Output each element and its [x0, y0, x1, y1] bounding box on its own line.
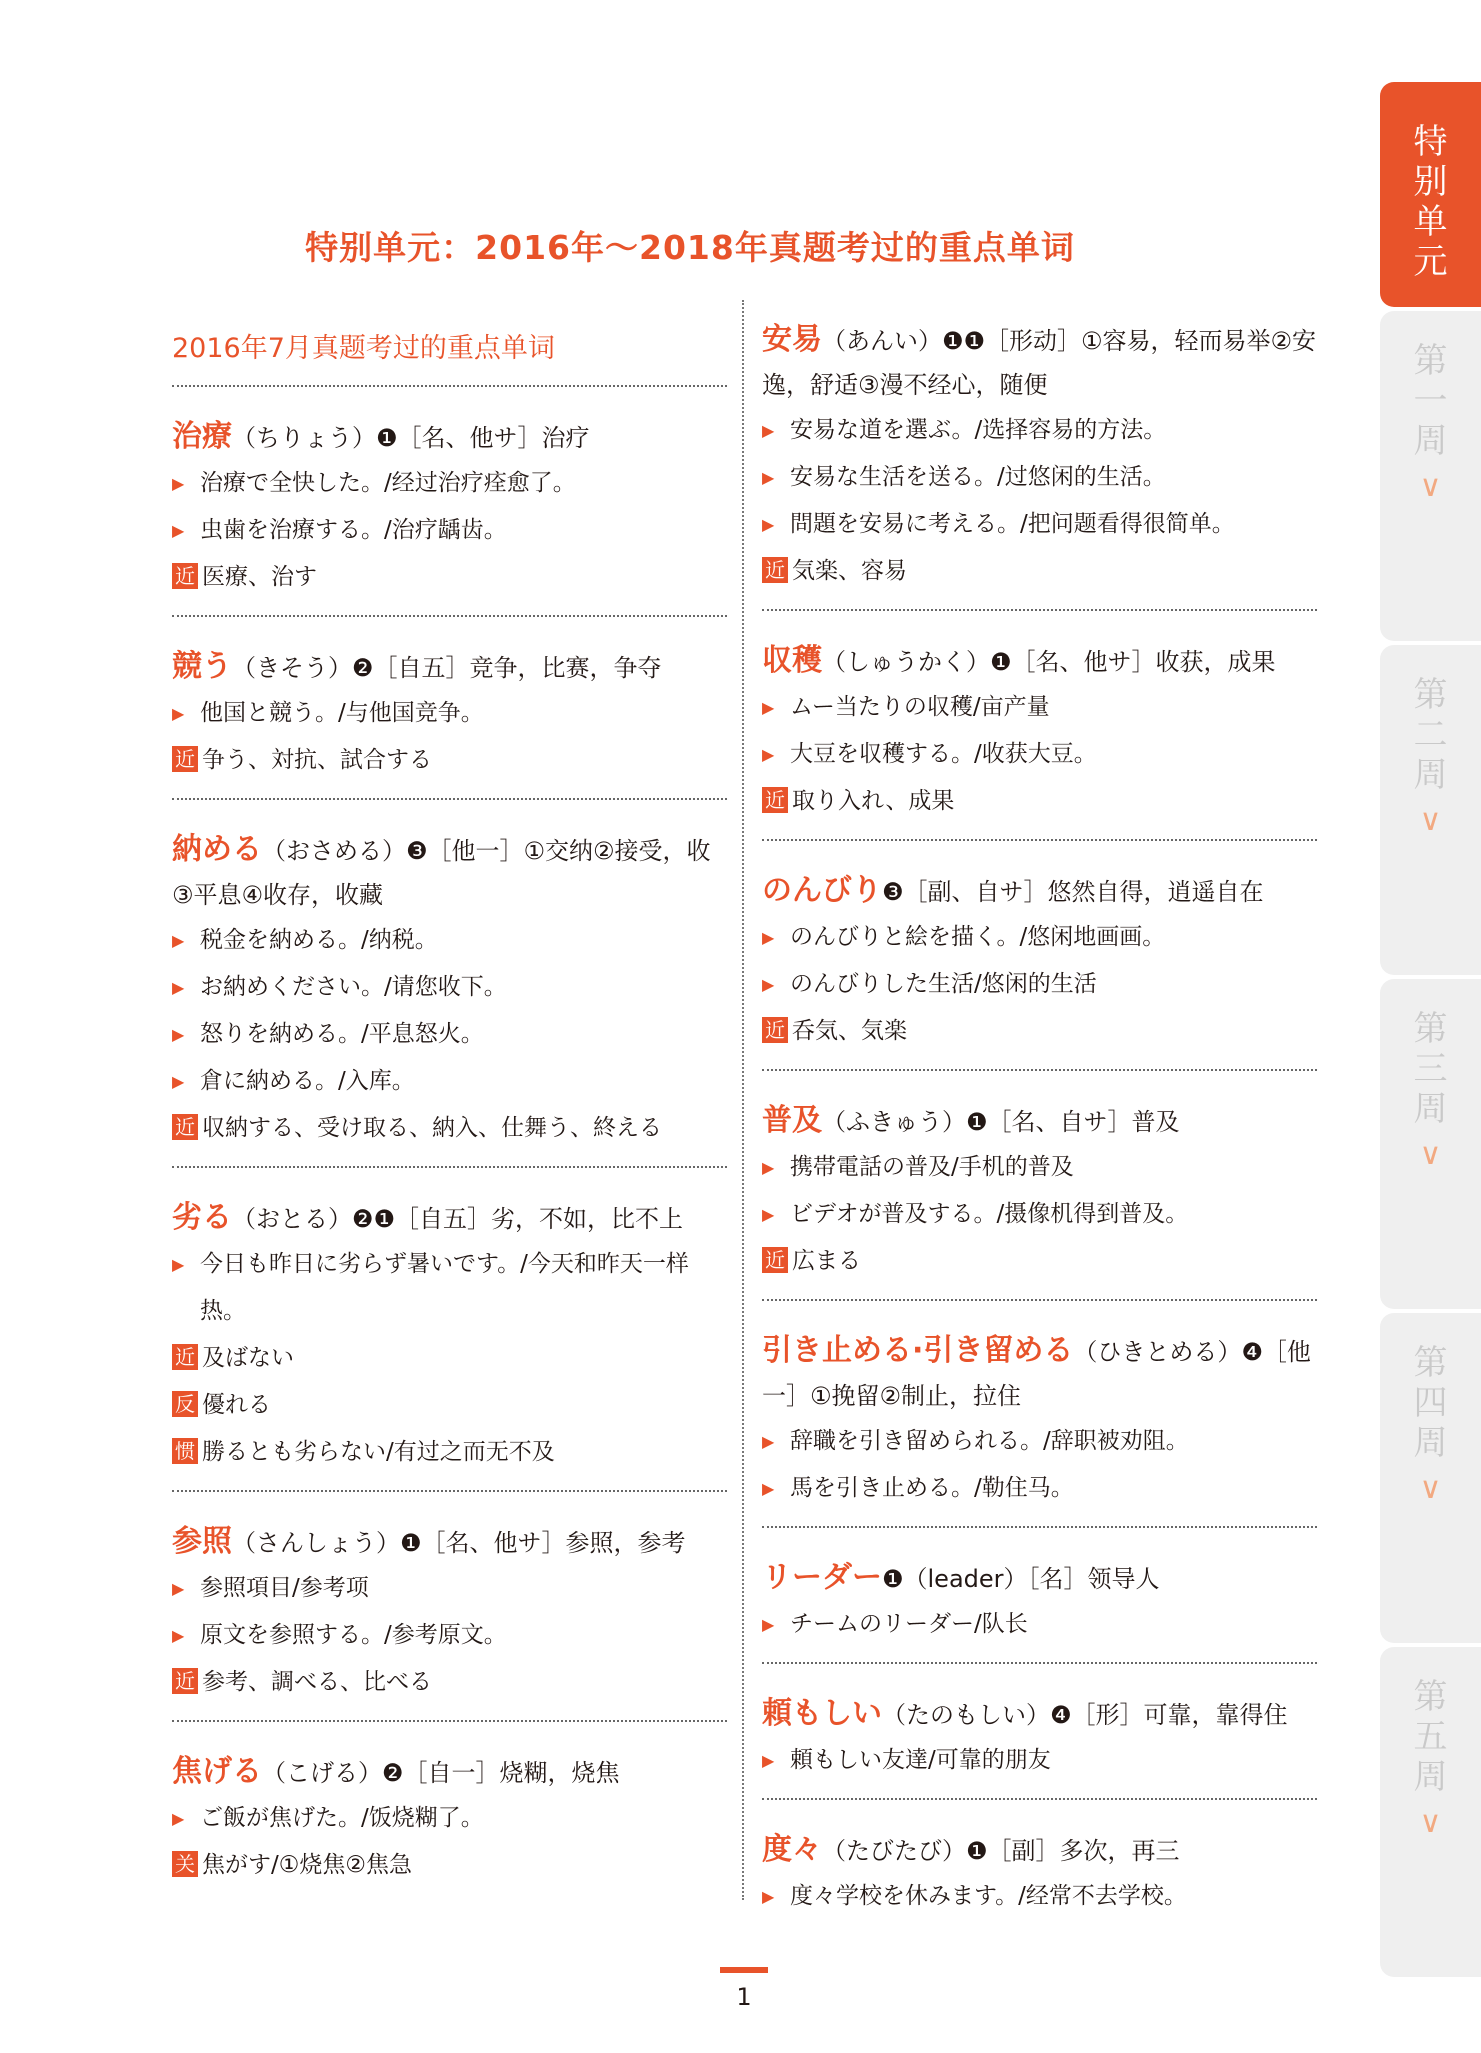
headword-line: [762, 1556, 1317, 1601]
related-words-line: [172, 737, 727, 784]
vocab-entry: [762, 1556, 1317, 1648]
example-sentence: ▶ 馬を引き止める。/勒住马。: [762, 1465, 1317, 1512]
example-sentence: ▶ 原文を参照する。/参考原文。: [172, 1612, 727, 1659]
entry-separator: [172, 1720, 727, 1722]
entry-info: （さんしょう）❶［名、他サ］参照，参考: [232, 1529, 686, 1557]
related-words-line: [762, 778, 1317, 825]
left-entry-list: [172, 385, 727, 1889]
right-column: [762, 300, 1317, 1934]
related-words-line: [172, 554, 727, 601]
related-words: 呑気、気楽: [792, 1018, 907, 1044]
example-sentence: ▶ 参照項目/参考项: [172, 1565, 727, 1612]
entry-info: （きそう）❷［自五］竞争，比赛，争夺: [232, 654, 662, 682]
example-sentence: ▶ 安易な生活を送る。/过悠闲的生活。: [762, 454, 1317, 501]
related-tag: 近: [762, 1017, 788, 1043]
headword: 収穫: [762, 643, 822, 678]
headword: 治療: [172, 419, 232, 454]
chapter-tab-label: 第一周: [1413, 341, 1448, 461]
vocab-entry: [762, 1099, 1317, 1285]
entry-info: （おとる）❷❶［自五］劣，不如，比不上: [232, 1205, 684, 1233]
entry-info: （ひきとめる）❹［他一］①挽留②制止，拉住: [762, 1338, 1311, 1410]
headword: 劣る: [172, 1200, 232, 1235]
example-sentence: ▶ 携帯電話の普及/手机的普及: [762, 1144, 1317, 1191]
entry-separator: [172, 1490, 727, 1492]
entry-separator: [762, 1526, 1317, 1528]
related-tag: 近: [762, 557, 788, 583]
related-words-line: [172, 1429, 727, 1476]
related-tag: 近: [172, 1344, 198, 1370]
vocab-entry: [172, 645, 727, 784]
related-tag: 近: [762, 1247, 788, 1273]
related-words: 取り入れ、成果: [792, 788, 955, 814]
chevron-down-icon: ∨: [1419, 469, 1442, 504]
headword-line: [172, 1520, 727, 1565]
chevron-down-icon: ∨: [1419, 1137, 1442, 1172]
headword-line: [762, 1692, 1317, 1737]
headword: 引き止める·引き留める: [762, 1333, 1074, 1368]
example-sentence: ▶ チームのリーダー/队长: [762, 1601, 1317, 1648]
entry-separator: [762, 1798, 1317, 1800]
related-words-line: [762, 1008, 1317, 1055]
example-sentence: ▶ 虫歯を治療する。/治疗龋齿。: [172, 507, 727, 554]
vocab-entry: [172, 1750, 727, 1889]
related-words: 広まる: [792, 1248, 861, 1274]
headword: 頼もしい: [762, 1696, 882, 1731]
vocab-entry: [762, 1329, 1317, 1512]
example-sentence: ▶ 安易な道を選ぶ。/选择容易的方法。: [762, 407, 1317, 454]
column-divider: [742, 300, 744, 1900]
example-sentence: ▶ 税金を納める。/纳税。: [172, 917, 727, 964]
vocab-entry: [762, 639, 1317, 825]
related-words-line: [762, 1238, 1317, 1285]
related-words-line: [172, 1382, 727, 1429]
example-sentence: ▶ お納めください。/请您收下。: [172, 964, 727, 1011]
example-sentence: ▶ 度々学校を休みます。/经常不去学校。: [762, 1873, 1317, 1920]
page-number-bar: [720, 1967, 768, 1973]
related-tag: 近: [172, 563, 198, 589]
vocab-entry: [172, 1196, 727, 1476]
headword-line: [762, 1329, 1317, 1418]
example-sentence: ▶ ムー当たりの収穫/亩产量: [762, 684, 1317, 731]
related-words: 争う、対抗、試合する: [202, 747, 432, 773]
headword-line: [172, 828, 727, 917]
related-tag: 反: [172, 1391, 198, 1417]
entry-separator: [762, 839, 1317, 841]
headword-line: [762, 869, 1317, 914]
chevron-down-icon: ∨: [1419, 803, 1442, 838]
entry-info: ❶（leader）［名］领导人: [882, 1565, 1160, 1593]
chapter-tab[interactable]: [1380, 1313, 1481, 1643]
chapter-tab-label: 特别单元: [1413, 122, 1448, 282]
related-words-line: [762, 548, 1317, 595]
entry-separator: [762, 1662, 1317, 1664]
headword: 焦げる: [172, 1754, 262, 1789]
headword-line: [762, 1828, 1317, 1873]
headword-line: [172, 645, 727, 690]
headword: 納める: [172, 832, 262, 867]
vocab-entry: [172, 828, 727, 1152]
related-words: 参考、調べる、比べる: [202, 1669, 432, 1695]
entry-separator: [762, 609, 1317, 611]
related-words-line: [172, 1842, 727, 1889]
related-words: 収納する、受け取る、納入、仕舞う、終える: [202, 1115, 662, 1141]
example-sentence: ▶ 今日も昨日に劣らず暑いです。/今天和昨天一样热。: [172, 1241, 727, 1335]
left-column: [172, 300, 727, 1903]
entry-separator: [762, 1069, 1317, 1071]
headword: リーダー: [762, 1560, 882, 1595]
related-tag: 近: [172, 746, 198, 772]
entry-separator: [172, 798, 727, 800]
entry-separator: [762, 1299, 1317, 1301]
headword-line: [172, 1750, 727, 1795]
headword-line: [762, 639, 1317, 684]
chevron-down-icon: ∨: [1419, 1805, 1442, 1840]
chapter-tab[interactable]: [1380, 311, 1481, 641]
vocab-entry: [762, 318, 1317, 595]
chapter-tab-label: 第三周: [1413, 1009, 1448, 1129]
related-words: 焦がす/①烧焦②焦急: [202, 1852, 412, 1878]
related-words: 気楽、容易: [792, 558, 907, 584]
vocab-entry: [762, 1692, 1317, 1784]
entry-info: （ふきゅう）❶［名、自サ］普及: [822, 1108, 1180, 1136]
related-tag: 惯: [172, 1438, 198, 1464]
page-number: 1: [736, 1983, 752, 2011]
headword-line: [762, 1099, 1317, 1144]
entry-info: （しゅうかく）❶［名、他サ］收获，成果: [822, 648, 1276, 676]
related-words-line: [172, 1335, 727, 1382]
example-sentence: ▶ 治療で全快した。/经过治疗痊愈了。: [172, 460, 727, 507]
headword: 普及: [762, 1103, 822, 1138]
vocab-entry: [172, 415, 727, 601]
headword: 競う: [172, 649, 232, 684]
related-words: 勝るとも劣らない/有过之而无不及: [202, 1439, 555, 1465]
chapter-tab[interactable]: [1380, 979, 1481, 1309]
entry-info: （たびたび）❶［副］多次，再三: [822, 1837, 1180, 1865]
chapter-tab[interactable]: [1380, 645, 1481, 975]
related-words: 優れる: [202, 1392, 271, 1418]
related-words-line: [172, 1659, 727, 1706]
section-heading: 2016年7月真题考过的重点单词: [172, 333, 555, 364]
headword: 度々: [762, 1832, 822, 1867]
headword: のんびり: [762, 873, 882, 908]
chapter-tab-label: 第四周: [1413, 1343, 1448, 1463]
chapter-tab[interactable]: [1380, 82, 1481, 307]
vocab-entry: [762, 869, 1317, 1055]
headword-line: [762, 318, 1317, 407]
entry-info: ❸［副、自サ］悠然自得，逍遥自在: [882, 878, 1264, 906]
example-sentence: ▶ 倉に納める。/入库。: [172, 1058, 727, 1105]
example-sentence: ▶ 他国と競う。/与他国竞争。: [172, 690, 727, 737]
example-sentence: ▶ 問題を安易に考える。/把问题看得很简单。: [762, 501, 1317, 548]
entry-info: （ちりょう）❶［名、他サ］治疗: [232, 424, 590, 452]
entry-separator: [172, 615, 727, 617]
entry-separator: [172, 1166, 727, 1168]
chevron-down-icon: ∨: [1419, 1471, 1442, 1506]
related-words-line: [172, 1105, 727, 1152]
headword: 参照: [172, 1524, 232, 1559]
headword-line: [172, 415, 727, 460]
example-sentence: ▶ 怒りを納める。/平息怒火。: [172, 1011, 727, 1058]
example-sentence: ▶ 大豆を収穫する。/收获大豆。: [762, 731, 1317, 778]
related-tag: 近: [172, 1114, 198, 1140]
entry-info: （おさめる）❸［他一］①交纳②接受，收③平息④收存，收藏: [172, 837, 711, 909]
chapter-tab-label: 第五周: [1413, 1677, 1448, 1797]
page-title: 特别单元：2016年～2018年真题考过的重点单词: [305, 228, 1075, 267]
right-entry-list: [762, 318, 1317, 1920]
entry-info: （たのもしい）❹［形］可靠，靠得住: [882, 1701, 1288, 1729]
example-sentence: ▶ 辞職を引き留められる。/辞职被劝阻。: [762, 1418, 1317, 1465]
related-words: 医療、治す: [202, 564, 317, 590]
vocab-entry: [172, 1520, 727, 1706]
entry-info: （こげる）❷［自一］烧糊，烧焦: [262, 1759, 620, 1787]
example-sentence: ▶ 頼もしい友達/可靠的朋友: [762, 1737, 1317, 1784]
example-sentence: ▶ のんびりした生活/悠闲的生活: [762, 961, 1317, 1008]
headword: 安易: [762, 322, 822, 357]
entry-info: （あんい）❶❶［形动］①容易，轻而易举②安逸，舒适③漫不经心，随便: [762, 327, 1317, 399]
related-words: 及ばない: [202, 1345, 294, 1371]
example-sentence: ▶ ビデオが普及する。/摄像机得到普及。: [762, 1191, 1317, 1238]
entry-separator: [172, 385, 727, 387]
vocab-entry: [762, 1828, 1317, 1920]
example-sentence: ▶ のんびりと絵を描く。/悠闲地画画。: [762, 914, 1317, 961]
chapter-tab[interactable]: [1380, 1647, 1481, 1977]
related-tag: 近: [172, 1668, 198, 1694]
example-sentence: ▶ ご飯が焦げた。/饭烧糊了。: [172, 1795, 727, 1842]
related-tag: 关: [172, 1851, 198, 1877]
headword-line: [172, 1196, 727, 1241]
chapter-tab-label: 第二周: [1413, 675, 1448, 795]
chapter-tabs: [1380, 82, 1481, 1981]
related-tag: 近: [762, 787, 788, 813]
